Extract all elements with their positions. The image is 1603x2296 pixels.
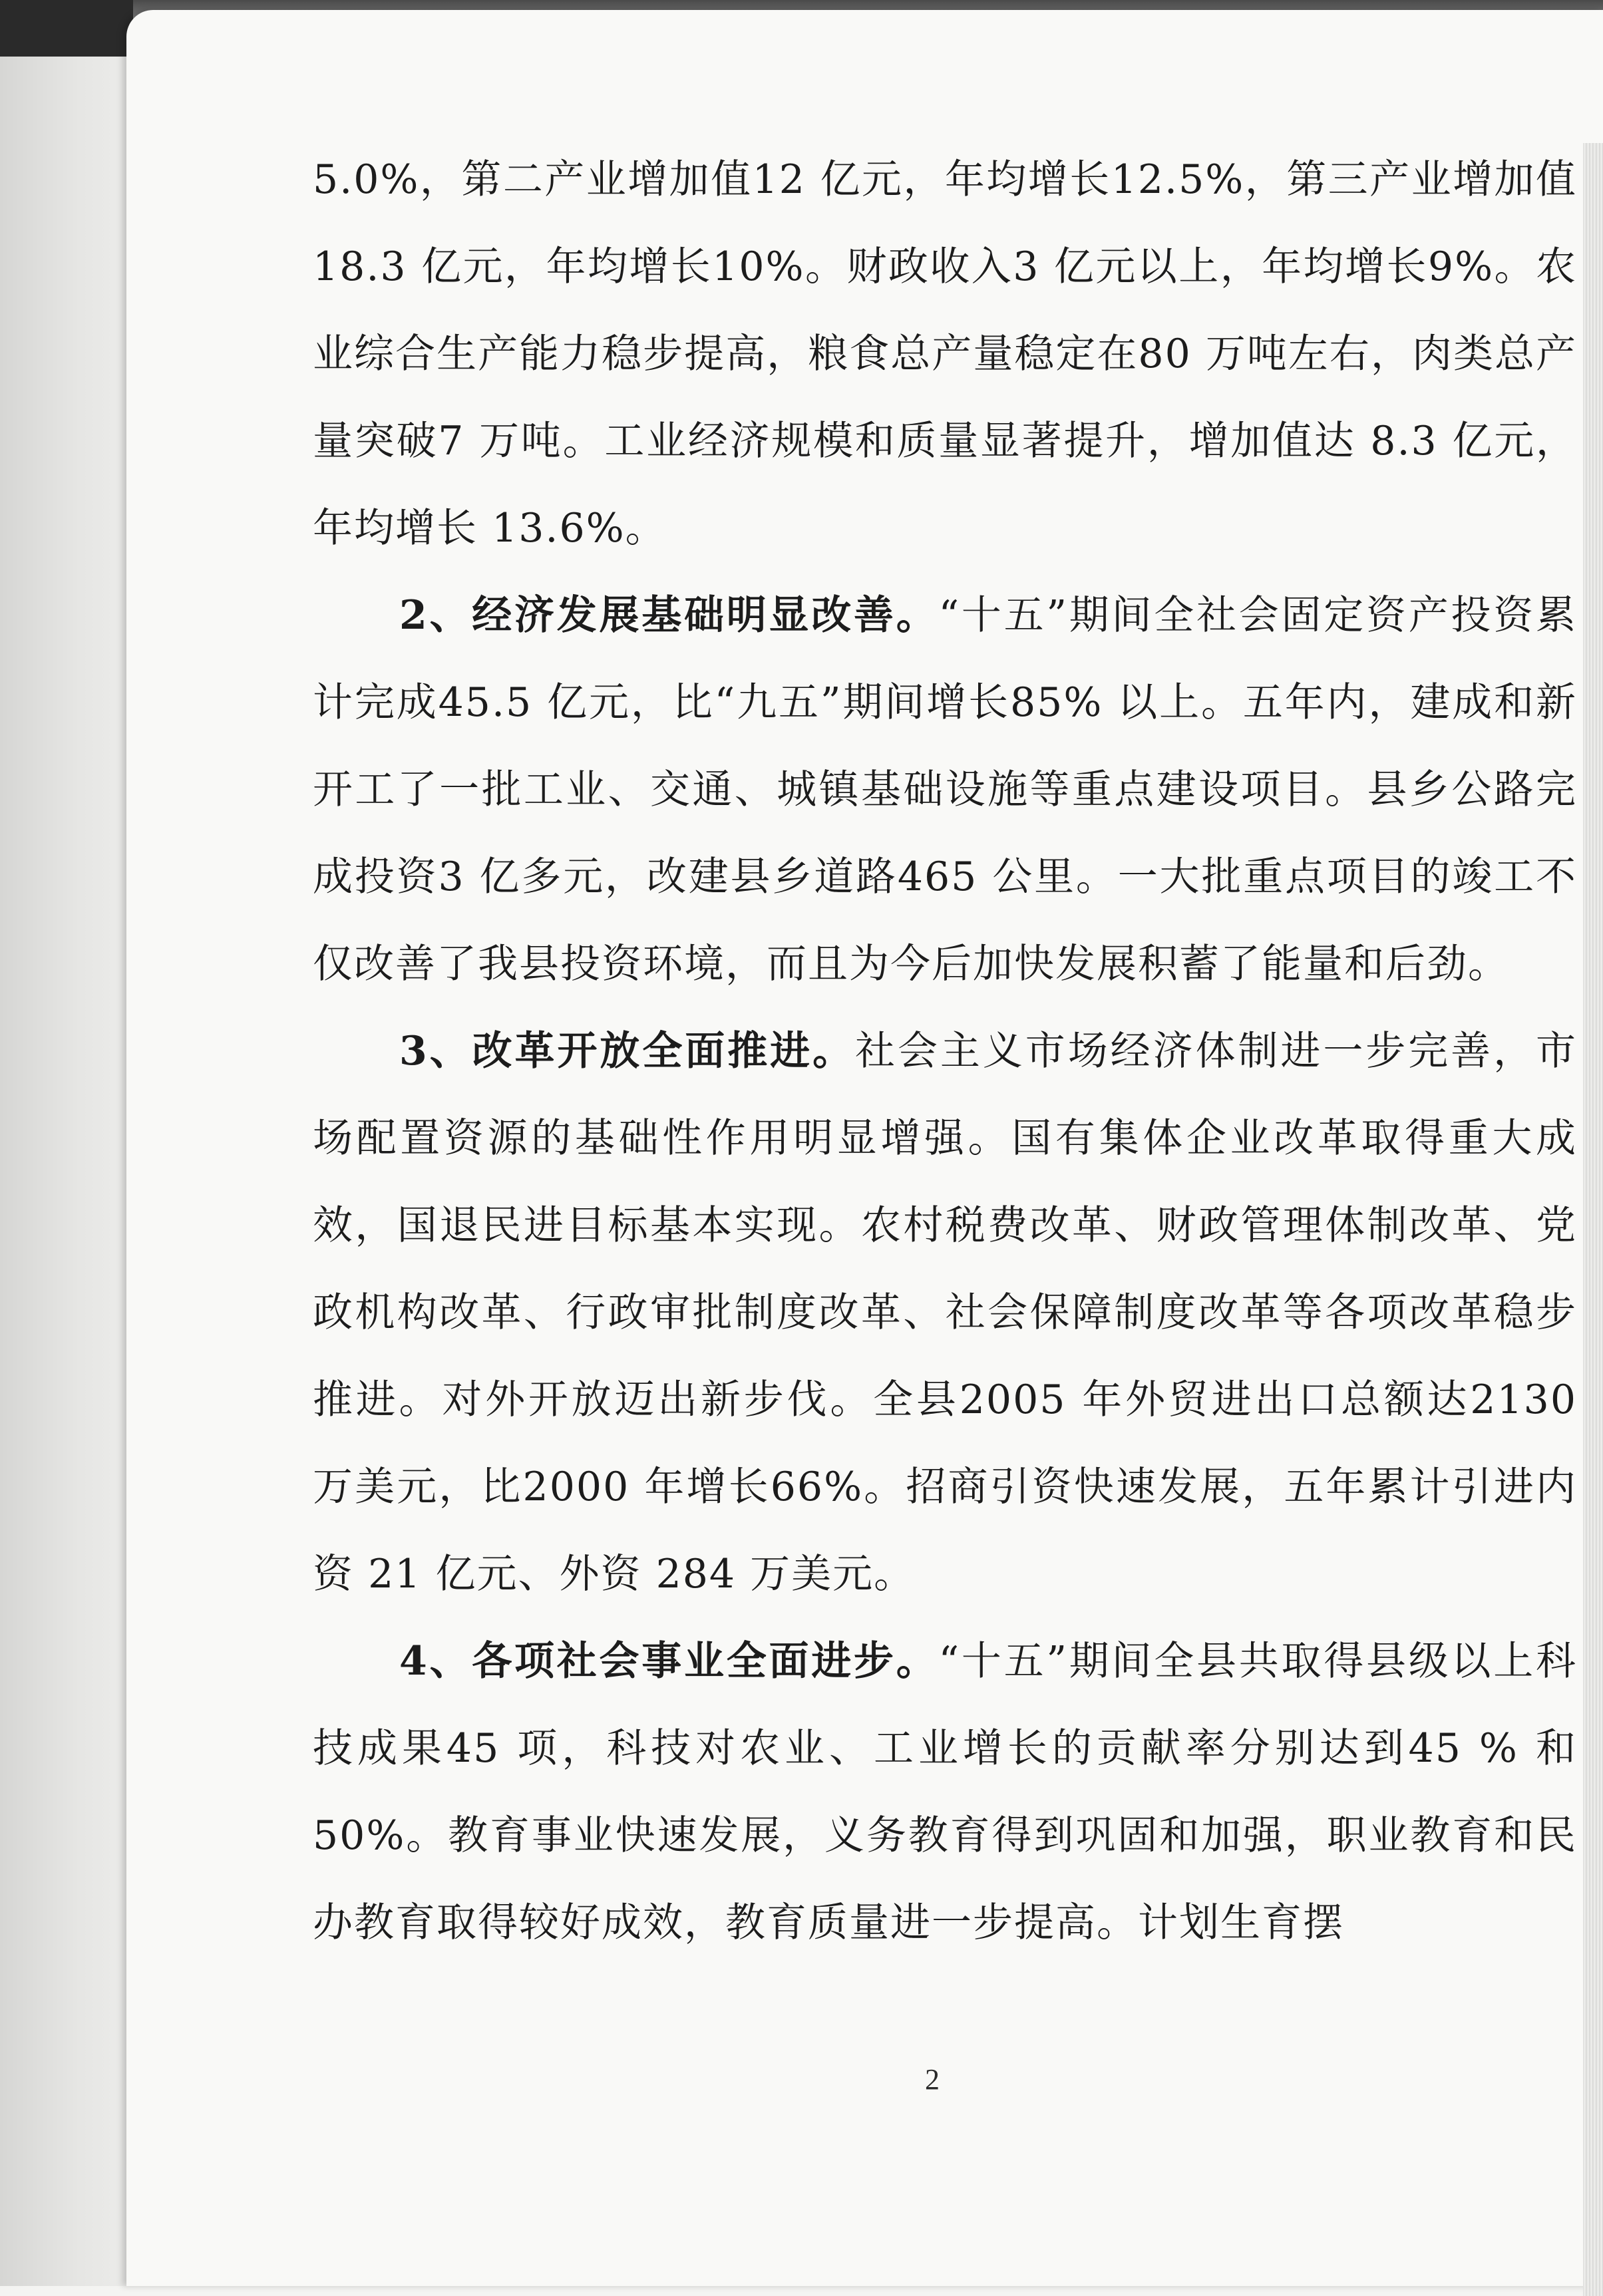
paragraph-heading: 4、各项社会事业全面进步。 (399, 1638, 939, 1685)
page-stack-edges (1583, 143, 1603, 2296)
page-number: 2 (925, 2063, 940, 2096)
paragraph-4 (313, 1618, 1577, 1967)
paragraph-text: 社会主义市场经济体制进一步完善，市场配置资源的基础性作用明显增强。国有集体企业改革取得重大成效，国退民进目标基本实现。农村税费改革、财政管理体制改革、党政机构改革、行政审批制度改革、社会保障制度改革等各项改革稳步推进。对外开放迈出新步伐。全县2005 年外贸进出口总额达2130 万美元，比2000 年增长66%。招商引资快速发展，五年累计引进内资 21 亿元、外资 284 万美元。 (313, 1028, 1578, 1597)
paragraph-1 (313, 136, 1577, 572)
paragraph-text: 5.0%，第二产业增加值12 亿元，年均增长12.5%，第三产业增加值18.3 亿元，年均增长10%。财政收入3 亿元以上，年均增长9%。农业综合生产能力稳步提高，粮食总产量稳定在80 万吨左右，肉类总产量突破7 万吨。工业经济规模和质量显著提升，增加值达 8.3 亿元，年均增长 13.6%。 (313, 156, 1577, 552)
document-body (313, 136, 1577, 1967)
paragraph-text: “十五”期间全社会固定资产投资累计完成45.5 亿元，比“九五”期间增长85% 以上。五年内，建成和新开工了一批工业、交通、城镇基础设施等重点建设项目。县乡公路完成投资3 亿多元，改建县乡道路465 公里。一大批重点项目的竣工不仅改善了我县投资环境，而且为今后加快发展积蓄了能量和后劲。 (313, 592, 1577, 987)
paragraph-text: “十五”期间全县共取得县级以上科技成果45 项，科技对农业、工业增长的贡献率分别达到45 % 和50%。教育事业快速发展，义务教育得到巩固和加强，职业教育和民办教育取得较好成效，教育质量进一步提高。计划生育摆 (313, 1638, 1577, 1946)
paragraph-heading: 3、改革开放全面推进。 (399, 1028, 856, 1074)
paragraph-2 (313, 572, 1577, 1008)
scan-corner (0, 0, 133, 57)
paragraph-3 (313, 1008, 1577, 1618)
paragraph-heading: 2、经济发展基础明显改善。 (399, 592, 939, 639)
scan-border (0, 0, 140, 2286)
